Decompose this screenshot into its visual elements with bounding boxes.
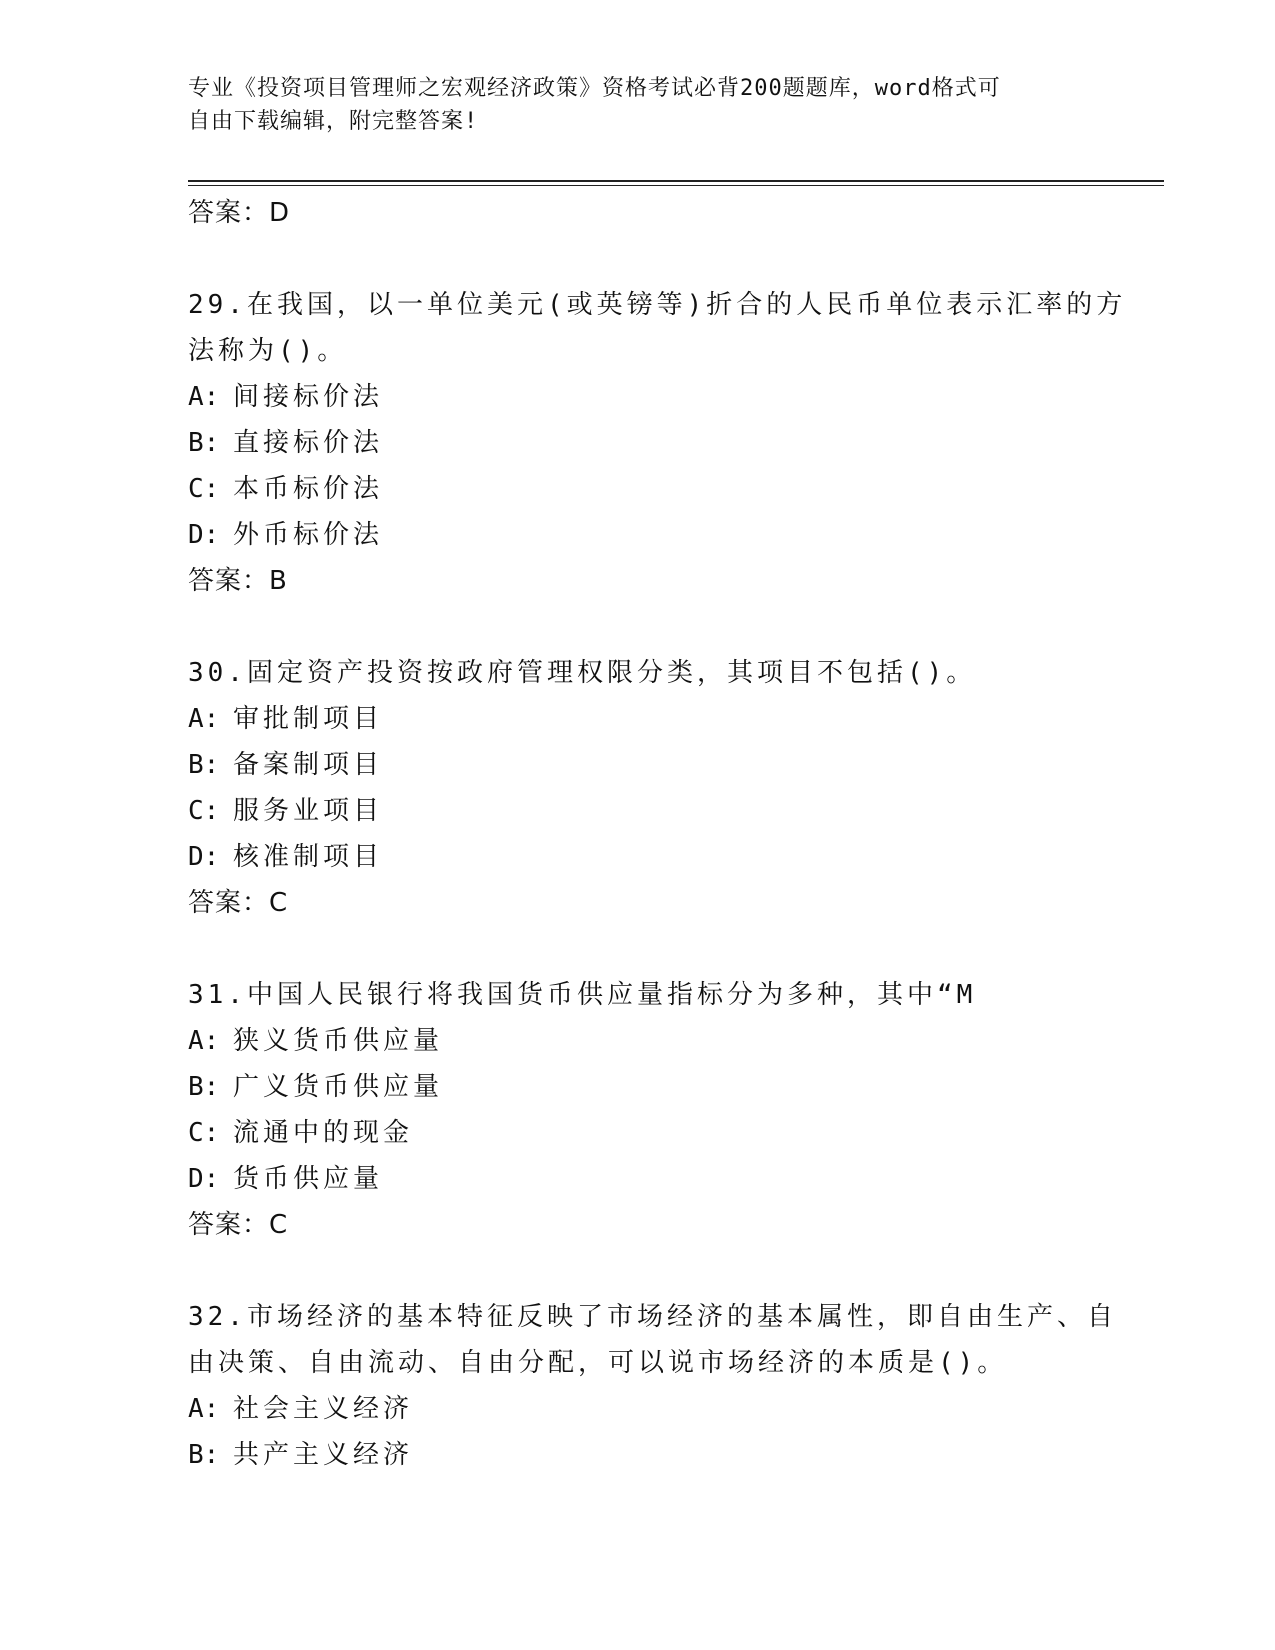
option-text: 流通中的现金	[233, 1118, 414, 1148]
option-text: 货币供应量	[233, 1164, 384, 1194]
question-stem: 30.固定资产投资按政府管理权限分类，其项目不包括()。	[188, 658, 977, 688]
option-letter: B:	[188, 1072, 220, 1102]
option-text: 间接标价法	[233, 382, 384, 412]
option-letter: B:	[188, 750, 220, 780]
option-d	[188, 1156, 1088, 1202]
option-text: 核准制项目	[233, 842, 384, 872]
answer-line: 答案：C	[188, 1210, 289, 1240]
option-a	[188, 374, 1088, 420]
option-c	[188, 466, 1088, 512]
option-a	[188, 1018, 1088, 1064]
option-letter: D:	[188, 842, 220, 872]
option-b	[188, 742, 1088, 788]
question-stem: 29.在我国，以一单位美元(或英镑等)折合的人民币单位表示汇率的方	[188, 290, 1127, 320]
question-block	[188, 1294, 1117, 1478]
header-divider-thin	[188, 185, 1164, 186]
question-stem-cont: 法称为()。	[188, 336, 348, 366]
option-text: 共产主义经济	[233, 1440, 414, 1470]
option-text: 社会主义经济	[233, 1394, 414, 1424]
option-text: 狭义货币供应量	[233, 1026, 444, 1056]
answer-line: 答案：B	[188, 566, 288, 596]
option-a	[188, 1386, 1088, 1432]
option-letter: A:	[188, 382, 220, 412]
option-letter: C:	[188, 1118, 220, 1148]
option-text: 外币标价法	[233, 520, 384, 550]
option-text: 本币标价法	[233, 474, 384, 504]
question-block	[188, 282, 1127, 604]
question-stem: 32.市场经济的基本特征反映了市场经济的基本属性，即自由生产、自	[188, 1302, 1117, 1332]
header-line-1: 专业《投资项目管理师之宏观经济政策》资格考试必背200题题库，word格式可	[188, 76, 1001, 101]
option-b	[188, 1064, 1088, 1110]
option-a	[188, 696, 1088, 742]
question-stem: 31.中国人民银行将我国货币供应量指标分为多种，其中“M	[188, 980, 977, 1010]
option-b	[188, 420, 1088, 466]
option-text: 审批制项目	[233, 704, 384, 734]
option-letter: D:	[188, 520, 220, 550]
option-letter: A:	[188, 1026, 220, 1056]
option-letter: A:	[188, 704, 220, 734]
option-text: 直接标价法	[233, 428, 384, 458]
document-header	[188, 72, 1088, 138]
option-d	[188, 512, 1088, 558]
option-letter: B:	[188, 1440, 220, 1470]
question-stem-cont: 由决策、自由流动、自由分配，可以说市场经济的本质是()。	[188, 1348, 1008, 1378]
answer-line: 答案：D	[188, 198, 291, 228]
answer-line: 答案：C	[188, 888, 289, 918]
option-text: 广义货币供应量	[233, 1072, 444, 1102]
option-text: 服务业项目	[233, 796, 384, 826]
option-letter: A:	[188, 1394, 220, 1424]
question-block	[188, 972, 1088, 1248]
option-c	[188, 788, 1088, 834]
header-divider	[188, 180, 1164, 182]
option-b	[188, 1432, 1088, 1478]
option-letter: C:	[188, 474, 220, 504]
option-letter: D:	[188, 1164, 220, 1194]
question-list	[188, 190, 1127, 1478]
option-c	[188, 1110, 1088, 1156]
option-text: 备案制项目	[233, 750, 384, 780]
header-line-2: 自由下载编辑，附完整答案!	[188, 109, 479, 134]
option-d	[188, 834, 1088, 880]
question-block	[188, 650, 1088, 926]
option-letter: C:	[188, 796, 220, 826]
option-letter: B:	[188, 428, 220, 458]
